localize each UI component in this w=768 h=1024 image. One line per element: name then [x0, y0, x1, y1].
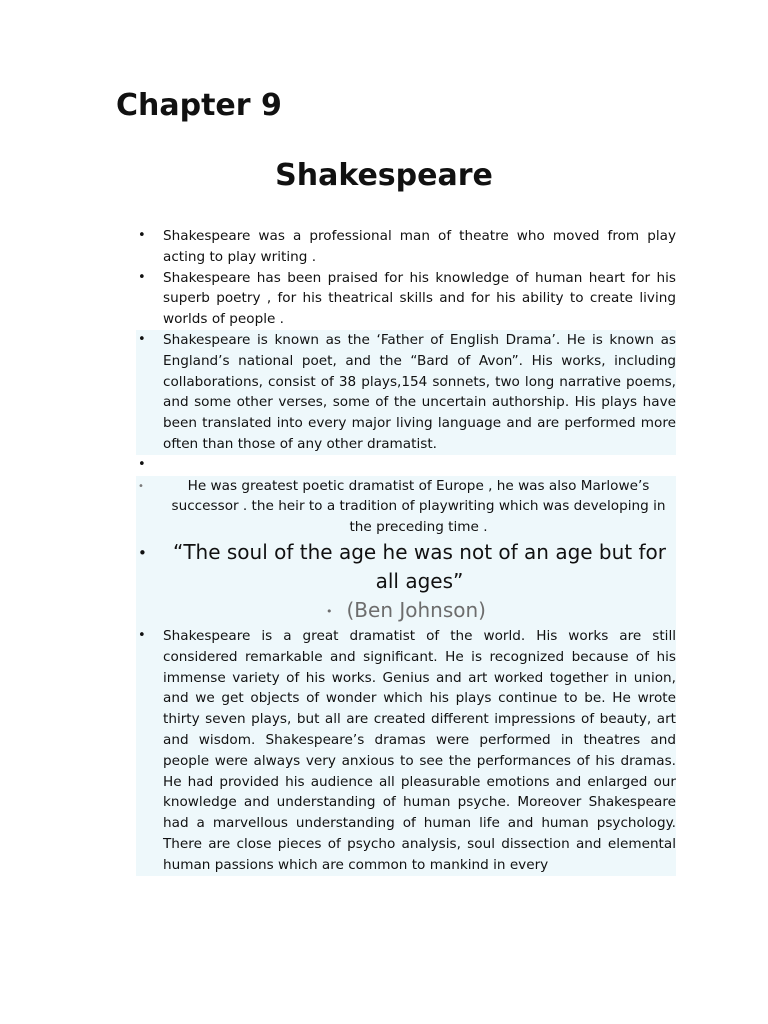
bullet-icon: •: [326, 604, 333, 618]
quote-author: [136, 596, 676, 626]
list-item-text: Shakespeare is a great dramatist of the world. His works are still considered remarkable and significant. He is recognized because of his immense variety of his works. Genius and art worked together in union, and we get objects of wonder which his plays continue to be. He wrote thirty seven plays, but all are created different impressions of beauty, art and wisdom. Shakespeare’s dramas were performed in theatres and people were always very anxious to see the performances of his dramas. He had provided his audience all pleasurable emotions and enlarged our knowledge and understanding of human psyche. Moreover Shakespeare had a marvellous understanding of human life and human psychology. There are close pieces of psycho analysis, soul dissection and elemental human passions which are common to mankind in every: [163, 627, 676, 873]
list-item: [136, 476, 676, 538]
bullet-icon: •: [138, 627, 146, 643]
page-title: Shakespeare: [275, 158, 493, 193]
list-item-text: Shakespeare has been praised for his knowledge of human heart for his superb poetry , for his theatrical skills and for his ability to create living worlds of people .: [163, 269, 676, 328]
list-item: [136, 626, 676, 876]
list-item-text: He was greatest poetic dramatist of Europe , he was also Marlowe’s successor . the heir to a tradition of playwriting which was developing in the preceding time .: [171, 477, 666, 536]
chapter-heading: Chapter 9: [116, 88, 282, 123]
list-item-text: Shakespeare is known as the ‘Father of English Drama’. He is known as England’s national poet, and the “Bard of Avon”. His works, including collaborations, consist of 38 plays,154 sonnets, two long narrative poems, and some other verses, some of the uncertain authorship. His plays have been translated into every major living language and are performed more often than those of any other dramatist.: [163, 331, 676, 452]
bullet-icon: •: [138, 228, 146, 243]
list-item: [136, 330, 676, 455]
author-text: (Ben Johnson): [346, 597, 486, 622]
bullet-icon: •: [138, 480, 144, 492]
bullet-icon: •: [138, 543, 147, 562]
list-item-text: Shakespeare was a professional man of theatre who moved from play acting to play writing .: [163, 228, 676, 265]
bullet-icon: •: [138, 456, 146, 472]
bullet-icon: •: [138, 331, 146, 347]
list-item-empty: [136, 455, 676, 476]
bullet-list: [136, 226, 676, 876]
list-item: [136, 268, 676, 330]
list-item: [136, 226, 676, 268]
quote-item: [136, 538, 676, 596]
bullet-icon: •: [138, 269, 146, 285]
quote-text: “The soul of the age he was not of an age but for all ages”: [172, 539, 667, 593]
